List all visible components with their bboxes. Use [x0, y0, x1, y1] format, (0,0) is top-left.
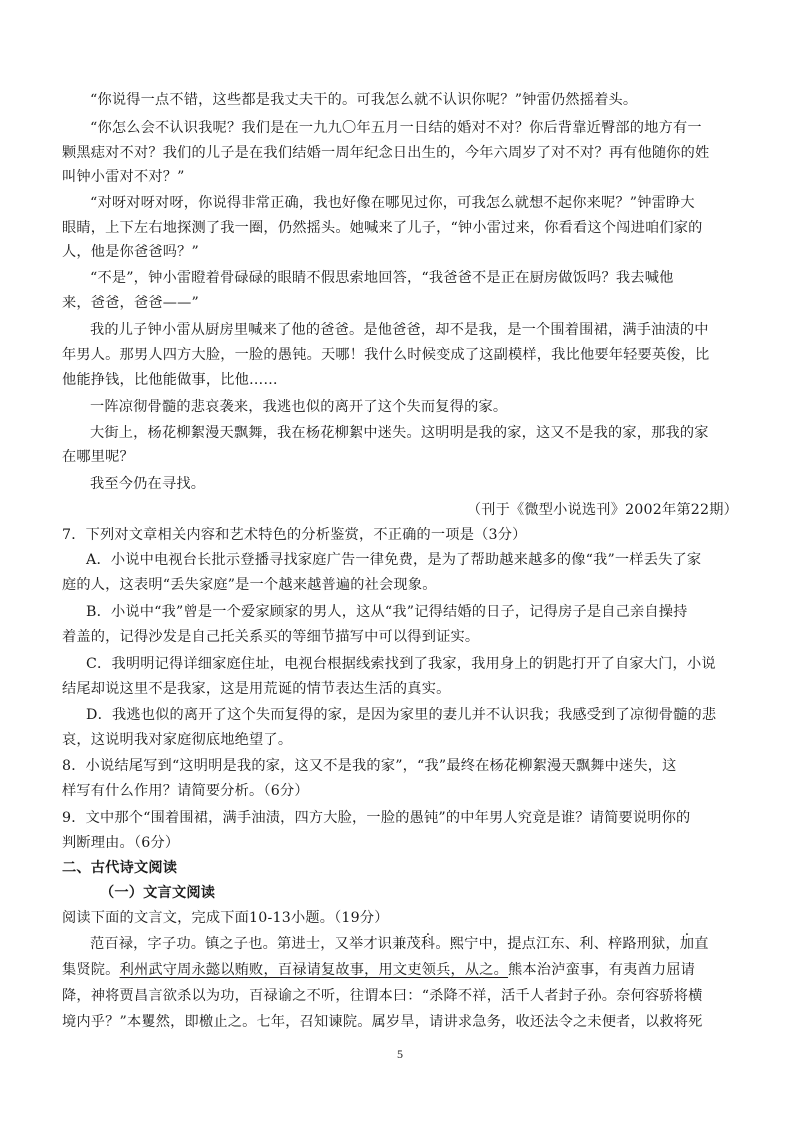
underlined-sentence: 利州武守周永懿以贿败，百禄请复故事，用文吏领兵，从之。 — [119, 962, 509, 978]
question-7-option-b-line-1: B．小说中“我”曾是一个爱家顾家的男人，这从“我”记得结婚的日子，记得房子是自己亲自操持 — [86, 604, 688, 620]
classical-text-line-4: 境内乎？”本矍然，即檄止之。七年，召知谏院。属岁旱，请讲求急务，收还法令之未便者，以救将死 — [62, 1014, 703, 1030]
emphasized-char: 科 — [420, 936, 436, 952]
classical-text-segment: 范百禄，字子功。镇之子也。第进士，又举才识兼茂 — [90, 936, 421, 952]
question-9-line-1: 9．文中那个“围着围裙，满手油渍，四方大脸，一脸的愚钝”的中年男人究竟是谁？请简要说明你的 — [62, 810, 691, 826]
emphasized-char: 加 — [679, 936, 695, 952]
story-paragraph-2-line-3: 叫钟小雷对不对？” — [62, 169, 185, 185]
question-9-line-2: 判断理由。（6分） — [62, 835, 180, 851]
question-7-option-d-line-1: D．我逃也似的离开了这个失而复得的家，是因为家里的妻儿并不认识我；我感受到了凉彻骨髓的悲 — [86, 707, 717, 723]
question-7-option-c-line-2: 结尾却说这里不是我家，这是用荒诞的情节表达生活的真实。 — [62, 681, 451, 697]
story-paragraph-5-line-2: 年男人。那男人四方大脸，一脸的愚钝。天哪！我什么时候变成了这副模样，我比他要年轻要英俊，比 — [62, 347, 710, 363]
classical-text-segment: 熊本治泸蛮事，有夷酋力屈请 — [508, 962, 696, 978]
classical-text-segment: 集贤院。 — [62, 962, 120, 978]
question-7-option-a-line-2: 庭的人，这表明“丢失家庭”是一个越来越普遍的社会现象。 — [62, 577, 437, 593]
question-7-option-c-line-1: C．我明明记得详细家庭住址，电视台根据线索找到了我家，我用身上的钥匙打开了自家大门，小说 — [86, 656, 716, 672]
story-paragraph-4-line-2: 来，爸爸，爸爸——” — [62, 295, 199, 311]
section-subtitle: （一）文言文阅读 — [100, 885, 216, 901]
story-paragraph-2-line-1: “你怎么会不认识我呢？我们是在一九九〇年五月一日结的婚对不对？你后背靠近臀部的地方有一 — [90, 120, 702, 136]
question-7-option-a-line-1: A．小说中电视台长批示登播寻找家庭广告一律免费，是为了帮助越来越多的像“我”一样丢失了家 — [86, 552, 702, 568]
story-paragraph-1: “你说得一点不错，这些都是我丈夫干的。可我怎么就不认识你呢？”钟雷仍然摇着头。 — [90, 92, 638, 108]
story-paragraph-4-line-1: “不是”，钟小雷瞪着骨碌碌的眼睛不假思索地回答，“我爸爸不是正在厨房做饭吗？我去喊他 — [90, 270, 674, 286]
story-paragraph-3-line-1: “对呀对呀对呀，你说得非常正确，我也好像在哪见过你，可我怎么就想不起你来呢？”钟雷睁大 — [90, 195, 695, 211]
classical-text-segment: 。熙宁中，提点江东、利、梓路刑狱， — [435, 936, 680, 952]
story-paragraph-3-line-2: 眼睛，上下左右地探测了我一圈，仍然摇头。她喊来了儿子，“钟小雷过来，你看看这个闯进咱们家的 — [62, 220, 703, 236]
story-paragraph-5-line-3: 他能挣钱，比他能做事，比他…… — [62, 372, 278, 388]
story-paragraph-2-line-2: 颗黑痣对不对？我们的儿子是在我们结婚一周年纪念日出生的，今年六周岁了对不对？再有他随你的姓 — [62, 145, 710, 161]
story-source: （刊于《微型小说选刊》2002年第22期） — [466, 502, 738, 518]
classical-text-line-3: 降，神将贾昌言欲杀以为功，百禄谕之不听，往谓本曰：“杀降不祥，活千人者封子孙。奈何容骄将横 — [62, 988, 703, 1004]
classical-text-line-2 — [62, 960, 738, 980]
classical-text-segment: 直 — [694, 936, 709, 952]
question-8-line-1: 8．小说结尾写到“这明明是我的家，这又不是我的家”，“我”最终在杨花柳絮漫天飘舞中迷失，这 — [62, 758, 677, 774]
section-instruction: 阅读下面的文言文，完成下面10-13小题。（19分） — [62, 910, 389, 926]
story-paragraph-7-line-1: 大街上，杨花柳絮漫天飘舞，我在杨花柳絮中迷失。这明明是我的家，这又不是我的家，那我的家 — [90, 425, 709, 441]
question-7: 7．下列对文章相关内容和艺术特色的分析鉴赏，不正确的一项是（3分） — [62, 527, 527, 543]
classical-text-line-1 — [90, 934, 738, 954]
question-8-line-2: 样写有什么作用？请简要分析。（6分） — [62, 783, 309, 799]
story-paragraph-5-line-1: 我的儿子钟小雷从厨房里喊来了他的爸爸。是他爸爸，却不是我，是一个围着围裙，满手油渍的中 — [90, 322, 709, 338]
story-paragraph-7-line-2: 在哪里呢？ — [62, 449, 134, 465]
page-number: 5 — [397, 1047, 403, 1061]
story-paragraph-6: 一阵凉彻骨髓的悲哀袭来，我逃也似的离开了这个失而复得的家。 — [90, 399, 508, 415]
question-7-option-d-line-2: 哀，这说明我对家庭彻底地绝望了。 — [62, 732, 293, 748]
story-paragraph-8: 我至今仍在寻找。 — [90, 476, 206, 492]
section-title: 二、古代诗文阅读 — [62, 860, 178, 876]
story-paragraph-3-line-3: 人，他是你爸爸吗？” — [62, 244, 199, 260]
question-7-option-b-line-2: 着盖的，记得沙发是自己托关系买的等细节描写中可以得到证实。 — [62, 629, 480, 645]
